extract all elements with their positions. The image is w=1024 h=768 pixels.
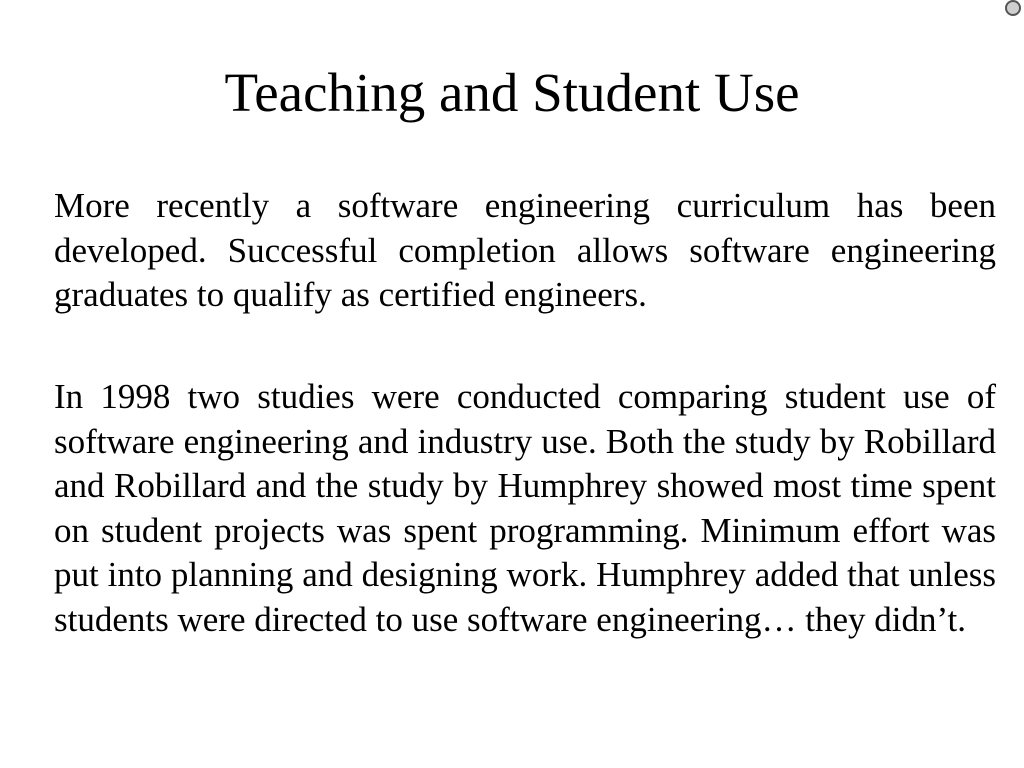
body-paragraph-1: More recently a software engineering curriculum has been developed. Successful completion allows software engineering graduates to qualify as certified engineers. — [54, 186, 996, 314]
body-paragraph-2: In 1998 two studies were conducted comparing student use of software engineering and industry use. Both the study by Robillard and Robillard and the study by Humphrey showed most time spent on student projects was spent programming. Minimum effort was put into planning and designing work. Humphrey added that unless students were directed to use software engineering… they didn’t. — [54, 377, 996, 639]
corner-circle-icon[interactable] — [1005, 0, 1021, 16]
slide-title: Teaching and Student Use — [224, 62, 800, 123]
